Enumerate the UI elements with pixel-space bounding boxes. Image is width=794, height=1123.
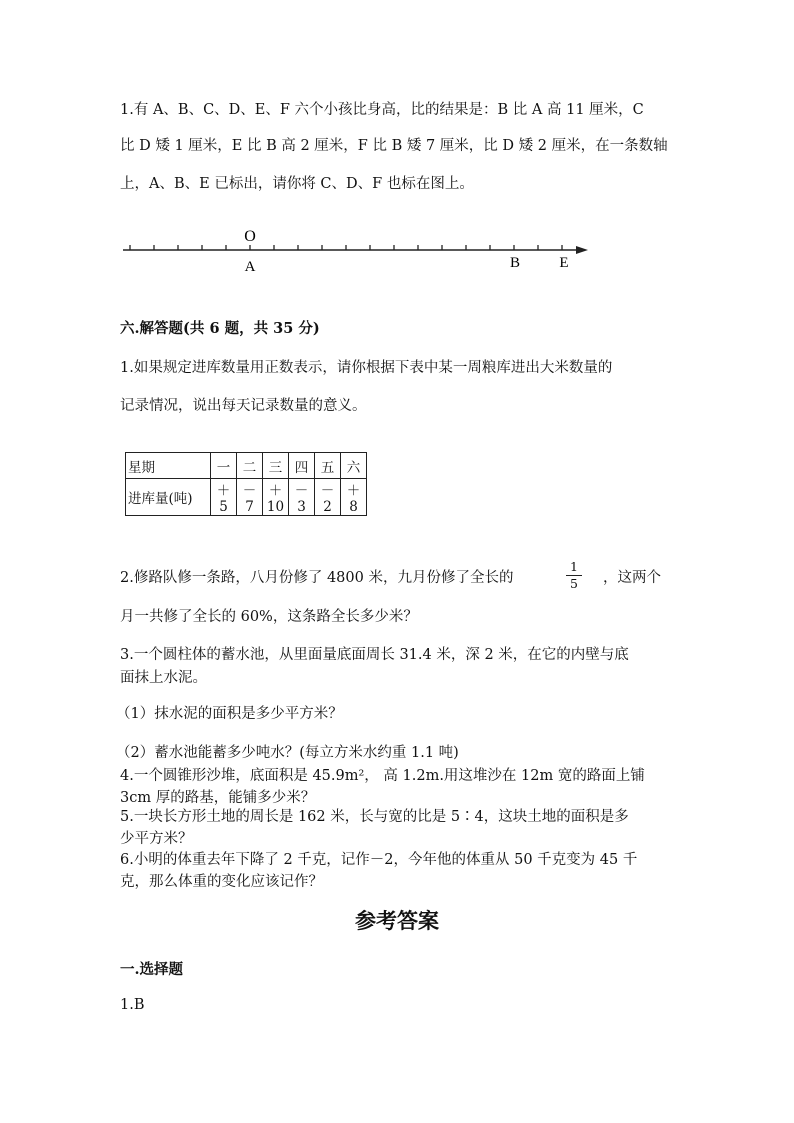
numberline-problem-line3: 上，A、B、E 已标出，请你将 C、D、F 也标在图上。 [120,176,474,192]
q1-line2: 记录情况，说出每天记录数量的意义。 [120,398,367,414]
numberline-problem-line1: 1.有 A、B、C、D、E、F 六个小孩比身高，比的结果是：B 比 A 高 11 厘米，C [120,102,644,118]
point-b-label: B [509,255,521,271]
table-value-cell: －2 [315,479,341,516]
fraction-numerator: 1 [570,559,578,574]
fraction-denominator: 5 [570,576,578,591]
warehouse-table [125,452,367,516]
fraction-one-fifth [566,560,582,591]
origin-label: O [244,228,256,245]
q5-line2: 少平方米？ [120,831,193,847]
answer-item: 1.B [120,997,145,1013]
q4-line2: 3cm 厚的路基，能铺多少米？ [120,790,316,806]
q5-line1: 5.一块长方形土地的周长是 162 米，长与宽的比是 5∶4，这块土地的面积是多 [120,809,629,825]
q6-line1: 6.小明的体重去年下降了 2 千克，记作－2，今年他的体重从 50 千克变为 45 千 [120,852,638,868]
q3-line1: 3.一个圆柱体的蓄水池，从里面量底面周长 31.4 米，深 2 米，在它的内壁与底 [120,647,629,663]
q2-line1b: ，这两个 [603,570,661,586]
table-value-cell: －7 [237,479,263,516]
q6-line2: 克，那么体重的变化应该记作？ [120,874,323,890]
q3-sub1: （1）抹水泥的面积是多少平方米？ [116,706,343,722]
table-header-label: 星期 [126,453,211,479]
q3-sub2: （2）蓄水池能蓄多少吨水？(每立方米水约重 1.1 吨) [116,745,459,761]
number-line-arrow [576,246,588,254]
answer-section-heading: 一.选择题 [120,961,184,978]
table-day-cell: 二 [237,453,263,479]
answer-title: 参考答案 [355,908,439,933]
q4-line1: 4.一个圆锥形沙堆，底面积是 45.9m²， 高 1.2m.用这堆沙在 12m 宽的路面上铺 [120,768,645,784]
table-value-cell: ＋5 [211,479,237,516]
point-a-label: A [244,259,256,275]
table-day-cell: 四 [289,453,315,479]
point-e-label: E [559,255,569,271]
table-value-cell: －3 [289,479,315,516]
q2-line1a: 2.修路队修一条路，八月份修了 4800 米，九月份修了全长的 [120,570,514,586]
table-day-cell: 五 [315,453,341,479]
table-day-cell: 一 [211,453,237,479]
q2-line2: 月一共修了全长的 60%，这条路全长多少米？ [120,609,418,625]
q3-line2: 面抹上水泥。 [120,670,207,686]
table-value-row [126,479,367,516]
section-heading: 六.解答题(共 6 题，共 35 分) [120,320,320,337]
table-value-cell: ＋8 [341,479,367,516]
number-line [118,222,598,282]
numberline-problem-line2: 比 D 矮 1 厘米，E 比 B 高 2 厘米，F 比 B 矮 7 厘米，比 D 矮 2 厘米，在一条数轴 [120,138,668,154]
q1-line1: 1.如果规定进库数量用正数表示，请你根据下表中某一周粮库进出大米数量的 [120,360,613,376]
table-value-cell: ＋10 [263,479,289,516]
table-day-cell: 六 [341,453,367,479]
table-day-cell: 三 [263,453,289,479]
table-header-row [126,453,367,479]
table-row-label: 进库量(吨) [126,479,211,516]
